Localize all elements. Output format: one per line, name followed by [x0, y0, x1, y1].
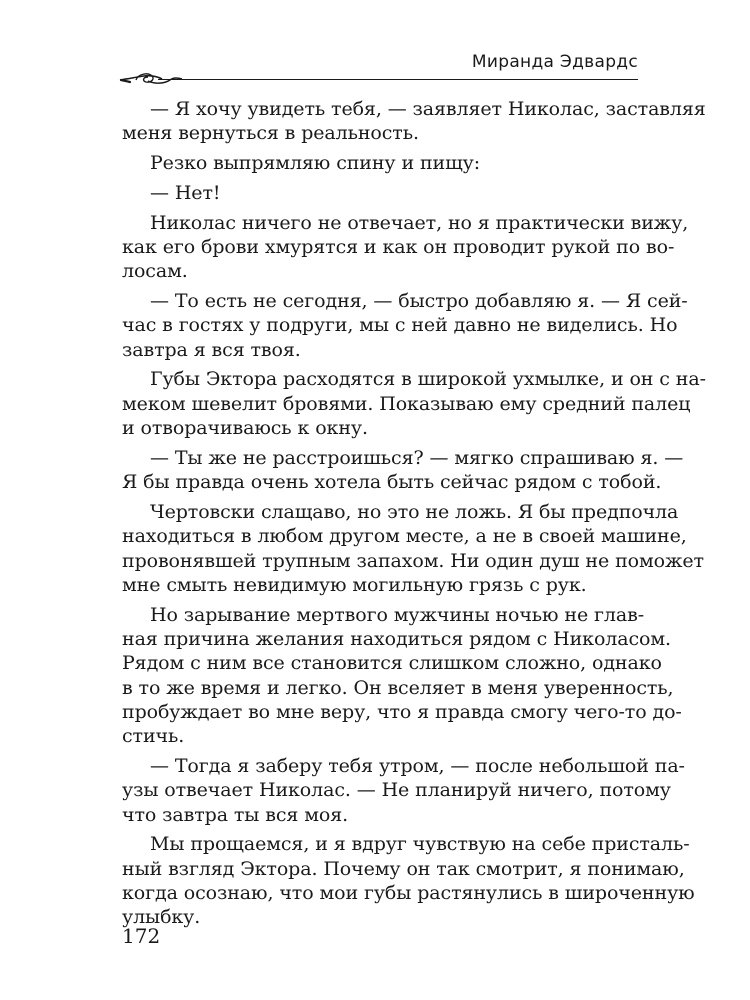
text-line: меня вернуться в реальность.	[122, 122, 419, 145]
paragraph	[122, 754, 685, 827]
text-line: — То есть не сегодня, — быстро добавляю я. — Я сей-	[150, 290, 688, 313]
text-line: и отворачиваюсь к окну.	[122, 417, 368, 440]
text-line: Я бы правда очень хотела быть сейчас рядом с тобой.	[122, 471, 662, 494]
paragraph	[122, 500, 704, 597]
text-line: Губы Эктора расходятся в широкой ухмылке, и он с на-	[150, 368, 706, 391]
text-line: как его брови хмурятся и как он проводит рукой по во-	[122, 235, 675, 258]
text-line: Рядом с ним все становится слишком сложно, однако	[122, 652, 662, 675]
text-line: — Ты же не расстроишься? — мягко спрашиваю я. —	[150, 446, 684, 469]
paragraph	[122, 603, 682, 749]
text-line: Николас ничего не отвечает, но я практически вижу,	[150, 211, 689, 234]
text-line: лосам.	[122, 260, 188, 283]
text-line: — Я хочу увидеть тебя, — заявляет Николас, заставляя	[150, 98, 706, 120]
text-line: провонявшей трупным запахом. Ни один душ не поможет	[122, 549, 704, 572]
paragraph	[122, 832, 695, 929]
text-line: Мы прощаемся, и я вдруг чувствую на себе присталь-	[150, 833, 690, 856]
text-line: узы отвечает Николас. — Не планируй ничего, потому	[122, 779, 671, 802]
paragraph	[122, 446, 684, 495]
paragraph	[122, 289, 688, 362]
header-rule	[158, 79, 638, 80]
paragraph	[122, 97, 706, 146]
running-header	[118, 52, 638, 88]
header-author: Миранда Эдвардс	[471, 52, 638, 72]
paragraph	[122, 211, 689, 284]
body-text	[122, 97, 706, 930]
text-line: улыбку.	[122, 906, 201, 929]
text-line: завтра я вся твоя.	[122, 338, 301, 361]
text-line: пробуждает во мне веру, что я правда смогу чего-то до-	[122, 700, 682, 723]
text-line: час в гостях у подруги, мы с ней давно не виделись. Но	[122, 314, 678, 337]
text-line: ный взгляд Эктора. Почему он так смотрит, я понимаю,	[122, 857, 685, 880]
text-line: когда осознаю, что мои губы растянулись в широченную	[122, 881, 695, 904]
text-line: мне смыть невидимую могильную грязь с рук.	[122, 573, 587, 596]
text-line: что завтра ты вся моя.	[122, 803, 349, 826]
text-line: Чертовски слащаво, но это не ложь. Я бы предпочла	[150, 500, 679, 523]
text-line: ная причина желания находиться рядом с Николасом.	[122, 627, 671, 650]
text-line: — Тогда я заберу тебя утром, — после небольшой па-	[150, 754, 685, 777]
text-line: Резко выпрямляю спину и пищу:	[150, 152, 481, 175]
text-line: — Нет!	[150, 181, 221, 204]
paragraph	[122, 367, 706, 440]
text-line: находиться в любом другом месте, а не в своей машине,	[122, 525, 687, 548]
text-line: меком шевелит бровями. Показываю ему средний палец	[122, 392, 691, 415]
text-line: в то же время и легко. Он вселяет в меня уверенность,	[122, 676, 674, 699]
paragraph	[122, 151, 638, 175]
page-number: 172	[122, 924, 161, 948]
text-line: Но зарывание мертвого мужчины ночью не глав-	[150, 603, 645, 626]
paragraph	[122, 181, 638, 205]
text-line: стичь.	[122, 725, 185, 748]
